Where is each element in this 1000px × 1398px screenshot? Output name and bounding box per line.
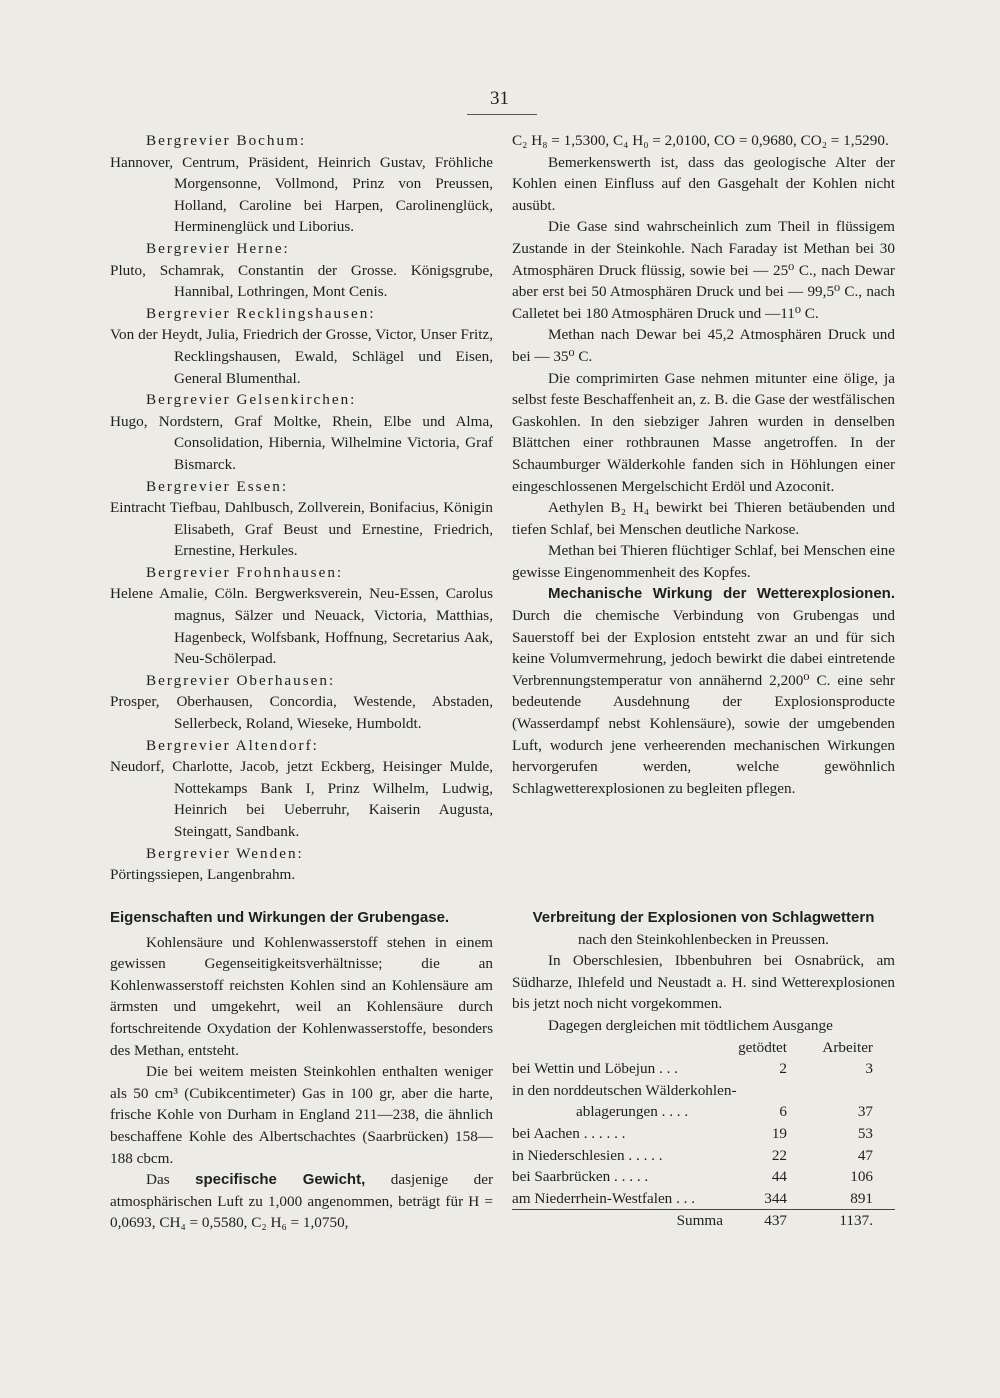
paragraph: Bemerkenswerth ist, dass das geologische Alter der Kohlen einen Einfluss auf den Gasgehalt der Kohlen nicht ausübt. [512,153,895,214]
district-mines: Pörtingssiepen, Langenbrahm. [110,866,296,884]
table-cell-place: bei Wettin und Löbejun . . . [512,1060,678,1078]
district-heading: Bergrevier Wenden: [146,844,304,862]
district-heading: Bergrevier Gelsenkirchen: [146,391,357,409]
district-mines: Eintracht Tiefbau, Dahlbusch, Zollverein, Bonifacius, Königin Elisabeth, Graf Beust und Ernestine, Friedrich, Ernestine, Herkules. [110,499,493,560]
table-header-workers: Arbeiter [822,1038,873,1056]
inline-heading: specifische Gewicht, [195,1171,366,1189]
table-cell-place: in Niederschlesien . . . . . [512,1146,663,1164]
table-cell-killed: 22 [771,1146,787,1164]
inline-heading: Mechanische Wirkung der Wetterexplosionen. [548,585,895,603]
table-sum-label: Summa [512,1210,727,1232]
district-heading: Bergrevier Bochum: [146,132,307,149]
table-row [512,1145,895,1167]
table-cell-killed: 19 [771,1124,787,1142]
left-column [110,130,493,886]
table-row [512,1166,895,1188]
table-row [512,1080,895,1102]
table-header-killed: getödtet [738,1038,787,1056]
paragraph-text: Durch die chemische Verbindung von Grubengas und Sauerstoff bei der Explosion entsteht zwar an und für sich keine Volumvermehrung, jedoch bewirkt die dabei eintretende Verbrennungstemperatur von annähernd 2,200⁰ C. eine sehr bedeutende Ausdehnung der Explosionsproducte (Wasserdampf nebst Kohlensäure), sowie der umgebenden Luft, wodurch jene verheerenden mechanischen Wirkungen hervorgerufen werden, welche gewöhnlich Schlagwetterexplosionen zu begleiten pflegen. [512,607,895,797]
table-sum-workers: 1137. [805,1210,895,1232]
explosion-table [512,1037,895,1232]
table-cell-workers: 47 [857,1146,873,1164]
table-cell-workers: 37 [857,1103,873,1121]
paragraph: Die comprimirten Gase nehmen mitunter eine ölige, ja selbst feste Beschaffenheit an, z. B. die Gase der westfälischen Gaskohlen. In den siebziger Jahren wurden in denselben Blättchen einer rothbraunen Masse angetroffen. In der Schaumburger Wälderkohle fanden sich in Höhlungen einer eingeschlossenen Mergelschicht Erdöl und Azoconit. [512,369,895,495]
paragraph: Methan bei Thieren flüchtiger Schlaf, bei Menschen eine gewisse Eingenommenheit des Kopfes. [512,542,895,581]
district-mines: Prosper, Oberhausen, Concordia, Westende, Abstaden, Sellerbeck, Roland, Wieseke, Humboldt. [110,693,493,733]
district-heading: Bergrevier Oberhausen: [146,671,336,689]
district-heading: Bergrevier Frohnhausen: [146,563,344,581]
district-mines: Neudorf, Charlotte, Jacob, jetzt Eckberg, Heisinger Mulde, Nottekamps Bank I, Prinz Wilhelm, Ludwig, Heinrich bei Ueberruhr, Kaiserin Augusta, Steingatt, Sandbank. [110,758,493,840]
table-cell-killed: 6 [779,1103,787,1121]
paragraph: Methan nach Dewar bei 45,2 Atmosphären Druck und bei — 35⁰ C. [512,326,895,365]
district-heading: Bergrevier Recklingshausen: [146,304,376,322]
table-sum-killed: 437 [727,1210,805,1232]
paragraph-text: Das [146,1171,170,1189]
district-mines: Von der Heydt, Julia, Friedrich der Grosse, Victor, Unser Fritz, Recklingshausen, Ewald, Schlägel und Eisen, General Blumenthal. [110,326,493,387]
table-row [512,1123,895,1145]
mechanical-effect-paragraph [512,583,895,799]
district-mines: Pluto, Schamrak, Constantin der Grosse. Königsgrube, Hannibal, Lothringen, Mont Cenis. [110,261,493,301]
district-heading: Bergrevier Altendorf: [146,736,319,754]
table-cell-killed: 344 [764,1189,787,1207]
paragraph: Kohlensäure und Kohlenwasserstoff stehen in einem gewissen Gegenseitigkeitsverhältnisse; die an Kohlenwasserstoff reichsten Kohlen sind an Kohlensäure am ärmsten und umgekehrt, weil an Kohlensäure durch fortschreitende Oxydation der Kohlenwasserstoffe, besonders des Methan, entsteht. [110,933,493,1059]
table-cell-place: bei Saarbrücken . . . . . [512,1168,649,1186]
district-mines: Hannover, Centrum, Präsident, Heinrich Gustav, Fröhliche Morgensonne, Vollmond, Prinz von Preussen, Holland, Caroline bei Harpen, Carolinenglück, Herminenglück und Liborius. [110,153,493,236]
table-cell-workers: 3 [865,1060,873,1078]
specific-gravity-paragraph [110,1169,493,1234]
table-header-row [512,1037,895,1059]
paragraph: In Oberschlesien, Ibbenbuhren bei Osnabrück, am Südharze, Ihlefeld und Neustadt a. H. sind Wetterexplosionen bis jetzt noch nicht vorgekommen. [512,952,895,1013]
section-subheading: nach den Steinkohlenbecken in Preussen. [578,930,829,948]
table-sum-row [512,1210,895,1232]
table-cell-place: bei Aachen . . . . . . [512,1124,626,1142]
table-cell-place: am Niederrhein-Westfalen . . . [512,1189,696,1207]
paragraph: Dagegen dergleichen mit tödtlichem Ausgange [548,1016,833,1034]
paragraph: Die bei weitem meisten Steinkohlen enthalten weniger als 50 cm³ (Cubikcentimeter) Gas in 100 gr, aber die harte, frische Kohle von Durham in England 211—238, die ähnlich beschaffene Kohle des Albertschachtes (Saarbrücken) 158—188 cbcm. [110,1063,493,1167]
district-heading: Bergrevier Herne: [146,239,290,257]
table-header-place [512,1037,727,1059]
page-number-rule [467,114,537,115]
table-cell-workers: 53 [857,1124,873,1142]
paragraph-text: dasjenige der atmosphärischen Luft zu 1,000 angenommen, beträgt für H = 0,0693, CH₄ = 0,5580, C₂ H₆ = 1,0750, [110,1171,494,1232]
table-cell-place: ablagerungen . . . . [576,1103,689,1121]
paragraph: Aethylen B₂ H₄ bewirkt bei Thieren betäubenden und tiefen Schlaf, bei Menschen deutliche Narkose. [512,499,895,538]
district-heading: Bergrevier Essen: [146,477,289,495]
section-heading: Verbreitung der Explosionen von Schlagwettern [532,909,875,926]
table-cell-killed: 44 [771,1168,787,1186]
table-row [512,1101,895,1123]
explosion-distribution-section [512,907,895,1232]
table-cell-workers: 891 [850,1189,873,1207]
district-mines: Hugo, Nordstern, Graf Moltke, Rhein, Elbe und Alma, Consolidation, Hibernia, Wilhelmine Victoria, Graf Bismarck. [110,412,493,473]
table-row [512,1188,895,1210]
table-cell-killed: 2 [779,1060,787,1078]
paragraph: Die Gase sind wahrscheinlich zum Theil in flüssigem Zustande in der Steinkohle. Nach Faraday ist Methan bei 30 Atmosphären Druck flüssig, sowie bei — 25⁰ C., nach Dewar aber erst bei 50 Atmosphären Druck und bei — 99,5⁰ C., nach Calletet bei 180 Atmosphären Druck und —11⁰ C. [512,218,895,322]
gas-properties-section [110,907,493,1234]
page-number: 31 [490,88,509,109]
right-column [512,130,895,799]
table-cell-workers: 106 [850,1168,873,1186]
district-mines: Helene Amalie, Cöln. Bergwerksverein, Neu-Essen, Carolus magnus, Sälzer und Neuack, Victoria, Matthias, Hagenbeck, Wolfsbank, Hoffnung, Secretarius Aak, Neu-Schölerpad. [110,585,493,668]
table-cell-place: in den norddeutschen Wälderkohlen- [512,1081,737,1099]
formula-continuation: C₂ H₈ = 1,5300, C₄ H₀ = 2,0100, CO = 0,9680, CO₂ = 1,5290. [512,132,889,149]
table-row [512,1058,895,1080]
section-heading: Eigenschaften und Wirkungen der Grubengase. [110,909,450,926]
